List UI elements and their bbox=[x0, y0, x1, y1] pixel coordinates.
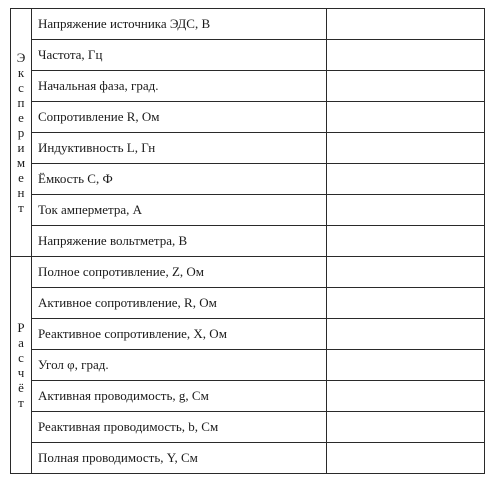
parameter-label: Активное сопротивление, R, Ом bbox=[32, 288, 327, 319]
parameter-label: Ток амперметра, А bbox=[32, 195, 327, 226]
group-label: Р а с ч ё т bbox=[17, 319, 25, 410]
table-row bbox=[11, 71, 485, 102]
parameter-label: Ёмкость C, Ф bbox=[32, 164, 327, 195]
value-cell[interactable] bbox=[327, 350, 485, 381]
group-label-cell bbox=[11, 257, 32, 474]
value-cell[interactable] bbox=[327, 71, 485, 102]
table-row bbox=[11, 102, 485, 133]
value-cell[interactable] bbox=[327, 226, 485, 257]
parameter-label: Начальная фаза, град. bbox=[32, 71, 327, 102]
table-row bbox=[11, 381, 485, 412]
table-row bbox=[11, 443, 485, 474]
table-row bbox=[11, 319, 485, 350]
parameter-label: Частота, Гц bbox=[32, 40, 327, 71]
table-row bbox=[11, 412, 485, 443]
table-row bbox=[11, 195, 485, 226]
table-row bbox=[11, 133, 485, 164]
group-label-cell bbox=[11, 9, 32, 257]
parameter-label: Полное сопротивление, Z, Ом bbox=[32, 257, 327, 288]
parameter-label: Реактивная проводимость, b, См bbox=[32, 412, 327, 443]
value-cell[interactable] bbox=[327, 102, 485, 133]
value-cell[interactable] bbox=[327, 195, 485, 226]
parameter-label: Сопротивление R, Ом bbox=[32, 102, 327, 133]
value-cell[interactable] bbox=[327, 257, 485, 288]
parameter-label: Напряжение вольтметра, В bbox=[32, 226, 327, 257]
table-row bbox=[11, 226, 485, 257]
group-label: Э к с п е р и м е н т bbox=[16, 49, 26, 215]
table-row bbox=[11, 9, 485, 40]
value-cell[interactable] bbox=[327, 412, 485, 443]
table-row bbox=[11, 164, 485, 195]
parameter-label: Полная проводимость, Y, См bbox=[32, 443, 327, 474]
parameters-table bbox=[10, 8, 485, 474]
value-cell[interactable] bbox=[327, 40, 485, 71]
table-row bbox=[11, 288, 485, 319]
table-row bbox=[11, 350, 485, 381]
value-cell[interactable] bbox=[327, 133, 485, 164]
table-row bbox=[11, 257, 485, 288]
value-cell[interactable] bbox=[327, 288, 485, 319]
value-cell[interactable] bbox=[327, 319, 485, 350]
value-cell[interactable] bbox=[327, 9, 485, 40]
table-row bbox=[11, 40, 485, 71]
value-cell[interactable] bbox=[327, 164, 485, 195]
parameter-label: Угол φ, град. bbox=[32, 350, 327, 381]
value-cell[interactable] bbox=[327, 381, 485, 412]
parameter-label: Активная проводимость, g, См bbox=[32, 381, 327, 412]
parameter-label: Реактивное сопротивление, X, Ом bbox=[32, 319, 327, 350]
value-cell[interactable] bbox=[327, 443, 485, 474]
table-body bbox=[11, 9, 485, 474]
parameter-label: Индуктивность L, Гн bbox=[32, 133, 327, 164]
parameter-label: Напряжение источника ЭДС, В bbox=[32, 9, 327, 40]
